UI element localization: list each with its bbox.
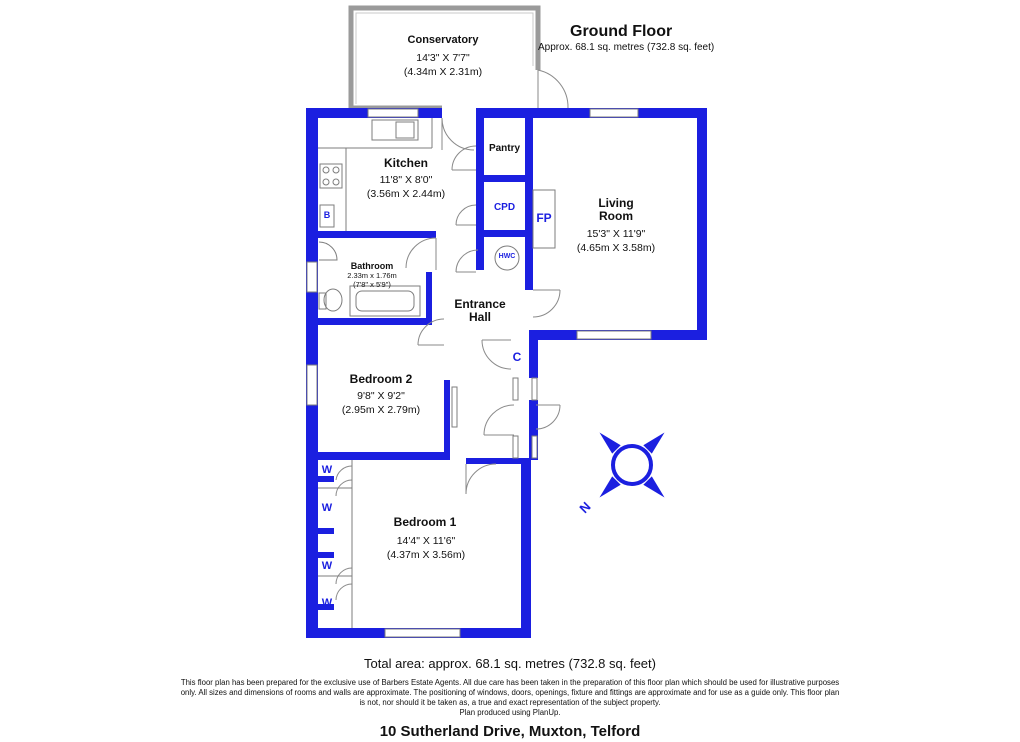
conservatory-dim-imperial: 14'3" X 7'7": [416, 52, 470, 64]
bedroom1-name: Bedroom 1: [393, 515, 457, 529]
wardrobe-label: W: [321, 464, 333, 476]
living-room-name-2: Room: [599, 209, 633, 223]
bedroom2-dim-metric: (2.95m X 2.79m): [341, 404, 421, 416]
property-address: 10 Sutherland Drive, Muxton, Telford: [379, 723, 641, 740]
bedroom2-name: Bedroom 2: [349, 372, 413, 386]
credit-text: Plan produced using PlanUp.: [459, 708, 561, 717]
wardrobe-walls: [318, 476, 334, 610]
disclaimer: [180, 678, 840, 718]
bathroom-name: Bathroom: [350, 261, 394, 271]
bedroom2-radiator: [452, 387, 457, 427]
conservatory-door: [538, 70, 568, 108]
cpd-name: CPD: [493, 202, 516, 213]
wardrobe-label: W: [321, 560, 333, 572]
bedroom1-dim-imperial: 14'4" X 11'6": [396, 535, 456, 547]
wardrobe-label: W: [321, 502, 333, 514]
kitchen-dim-imperial: 11'8" X 8'0": [379, 174, 433, 186]
hwc-name: HWC: [498, 253, 516, 260]
wardrobe-label: W: [321, 597, 333, 609]
living-room-name-1: Living: [598, 196, 634, 210]
bedroom1-dim-metric: (4.37m X 3.56m): [386, 549, 466, 561]
disclaimer-text: This floor plan has been prepared for the exclusive use of Barbers Estate Agents. All due care has been taken in the preparation of this floor plan which should be used for illustrative purposes only. All sizes and dimensions of rooms and walls are approximate. The positioning of windows, doors, openings, fixture and fittings are approximate and for use as a guide only. This floor plan is not, nor should it be taken as, a true and exact representation of the subject property.: [180, 678, 840, 707]
living-room-dim-metric: (4.65m X 3.58m): [576, 242, 656, 254]
kitchen-name: Kitchen: [383, 156, 428, 170]
entrance-hall-name-1: Entrance: [454, 297, 506, 311]
boiler-name: B: [323, 210, 331, 220]
fp-name: FP: [536, 211, 552, 225]
bathroom-dim-imperial: (7'8" x 5'9"): [353, 280, 391, 289]
pantry-name: Pantry: [488, 143, 521, 154]
compass-north-label: N: [576, 498, 594, 517]
bedroom2-dim-imperial: 9'8" X 9'2": [357, 390, 405, 402]
conservatory-name: Conservatory: [407, 34, 479, 46]
floor-title: Ground Floor: [570, 23, 673, 40]
floor-area: Approx. 68.1 sq. metres (732.8 sq. feet): [538, 42, 715, 53]
living-room-dim-imperial: 15'3" X 11'9": [586, 228, 646, 240]
cupboard-name: C: [512, 350, 522, 364]
conservatory-dim-metric: (4.34m X 2.31m): [403, 66, 483, 78]
bathroom-dim-metric: 2.33m x 1.76m: [347, 271, 397, 280]
kitchen-dim-metric: (3.56m X 2.44m): [366, 188, 446, 200]
total-area: Total area: approx. 68.1 sq. metres (732.8 sq. feet): [364, 656, 656, 671]
entrance-hall-name-2: Hall: [468, 310, 491, 324]
